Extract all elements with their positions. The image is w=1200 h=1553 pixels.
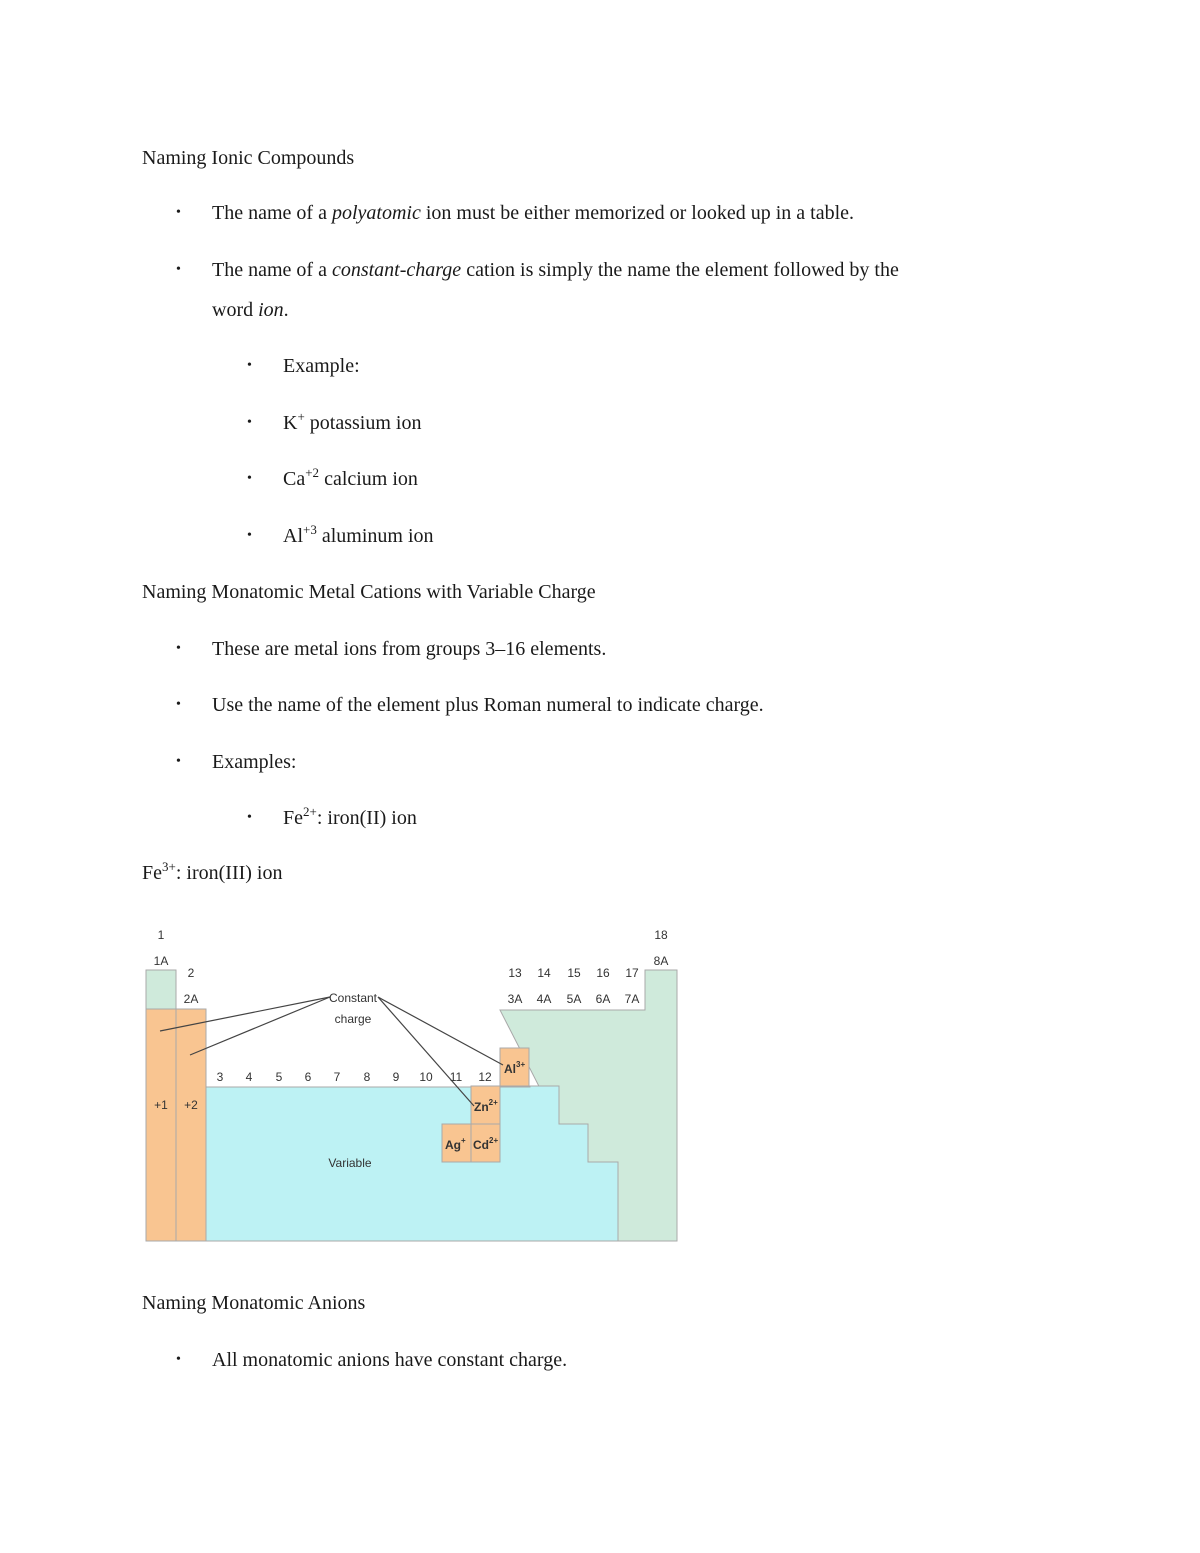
- group12-number: 12: [478, 1070, 492, 1084]
- bullet-marker: •: [247, 415, 252, 430]
- ag-ion-label: Ag+: [445, 1136, 466, 1152]
- leader-line-group2: [190, 997, 330, 1055]
- example-potassium-ion: K+ potassium ion: [283, 409, 422, 434]
- heading-variable-charge-cations: Naming Monatomic Metal Cations with Variable Charge: [142, 581, 596, 603]
- heading-naming-ionic-compounds: Naming Ionic Compounds: [142, 147, 355, 169]
- group2-label: 2A: [183, 992, 199, 1006]
- group8-number: 8: [363, 1070, 371, 1084]
- example-label: Example:: [283, 355, 360, 377]
- examples-label: Examples:: [212, 751, 297, 773]
- group9-number: 9: [392, 1070, 400, 1084]
- variable-charge-region: [206, 1086, 618, 1241]
- bullet-marker: •: [176, 754, 181, 769]
- polyatomic-ion-text: The name of a polyatomic ion must be either memorized or looked up in a table.: [212, 202, 855, 224]
- constant-charge-cation-text-cont: word ion.: [212, 299, 289, 321]
- zn-ion-label: $Zn^{2+}$: [474, 1098, 498, 1114]
- group1-charge: +1: [154, 1098, 168, 1112]
- group11-number: 11: [449, 1070, 463, 1084]
- anions-constant-charge-text: All monatomic anions have constant charge.: [212, 1349, 568, 1371]
- bullet-marker: •: [247, 810, 252, 825]
- bullet-marker: •: [247, 528, 252, 543]
- constant-charge-label-line1: Constant: [328, 991, 378, 1005]
- groups-text: These are metal ions from groups 3–16 elements.: [212, 638, 607, 660]
- group13-label: 3A: [507, 992, 523, 1006]
- group14-label: 4A: [536, 992, 552, 1006]
- group4-number: 4: [245, 1070, 253, 1084]
- group1-number: 1: [157, 928, 165, 942]
- bullet-marker: •: [176, 1352, 181, 1367]
- group2-number: 2: [187, 966, 195, 980]
- leader-line-al: [378, 997, 503, 1065]
- periodic-table-charge-figure: [140, 920, 685, 1250]
- bullet-marker: •: [247, 471, 252, 486]
- example-calcium-ion: $Ca^{+2}$ calcium ion: [283, 465, 418, 490]
- group18-number: 18: [654, 928, 668, 942]
- al-ion-label: $Al^{3+}$: [504, 1060, 526, 1076]
- group15-number: 15: [567, 966, 581, 980]
- roman-numeral-text: Use the name of the element plus Roman numeral to indicate charge.: [212, 694, 764, 716]
- group5-number: 5: [275, 1070, 283, 1084]
- group1-top-cell: [146, 970, 176, 1009]
- example-aluminum-ion: $Al^{+3}$ aluminum ion: [283, 522, 434, 547]
- group17-label: 7A: [624, 992, 640, 1006]
- group3-number: 3: [216, 1070, 224, 1084]
- bullet-marker: •: [176, 262, 181, 277]
- cd-ion-label: $Cd^{2+}$: [473, 1136, 499, 1152]
- group15-label: 5A: [566, 992, 582, 1006]
- group16-number: 16: [596, 966, 610, 980]
- group2-column: [176, 1009, 206, 1241]
- heading-monatomic-anions: Naming Monatomic Anions: [142, 1292, 366, 1314]
- bullet-marker: •: [176, 641, 181, 656]
- group13-number: 13: [508, 966, 522, 980]
- variable-label: Variable: [328, 1156, 372, 1170]
- group10-number: 10: [419, 1070, 433, 1084]
- group2-charge: +2: [184, 1098, 198, 1112]
- group6-number: 6: [304, 1070, 312, 1084]
- group17-number: 17: [625, 966, 639, 980]
- group16-label: 6A: [595, 992, 611, 1006]
- group1-label: 1A: [153, 954, 169, 968]
- bullet-marker: •: [247, 358, 252, 373]
- example-iron-iii-ion: $Fe^{3+}$: iron(III) ion: [142, 859, 283, 884]
- example-iron-ii-ion: $Fe^{2+}$: iron(II) ion: [283, 804, 417, 829]
- group7-number: 7: [333, 1070, 341, 1084]
- bullet-marker: •: [176, 697, 181, 712]
- group14-number: 14: [537, 966, 551, 980]
- constant-charge-cation-text: The name of a constant-charge cation is simply the name the element followed by the: [212, 259, 899, 281]
- constant-charge-label-line2: charge: [334, 1012, 372, 1026]
- group1-column: [146, 1009, 176, 1241]
- group18-label: 8A: [653, 954, 669, 968]
- bullet-marker: •: [176, 205, 181, 220]
